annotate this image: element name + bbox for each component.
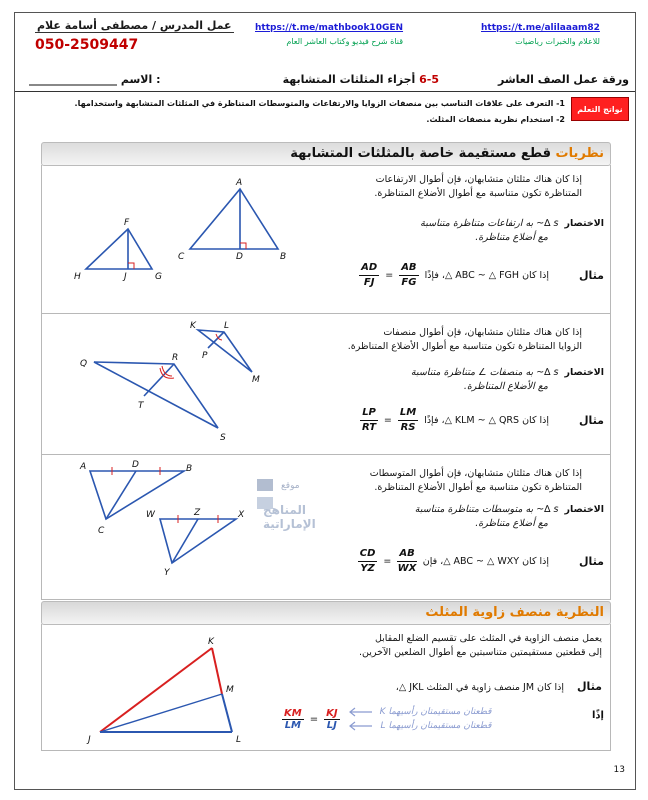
svg-text:S: S bbox=[220, 433, 226, 443]
svg-text:J: J bbox=[88, 735, 91, 745]
abbreviation-block bbox=[264, 366, 604, 394]
abbreviation-text-2: مع أضلاع متناظرة. bbox=[475, 518, 548, 529]
then-label: إذًا bbox=[592, 710, 604, 721]
abbreviation-text-2: مع أضلاع متناظرة. bbox=[475, 232, 548, 243]
theorem-altitudes-panel bbox=[41, 165, 611, 314]
svg-text:L: L bbox=[224, 321, 230, 331]
example-text: إذا كان ABC ~ △ WXY △، فإن bbox=[422, 555, 550, 567]
svg-text:R: R bbox=[172, 353, 179, 363]
svg-text:B: B bbox=[280, 252, 287, 262]
watermark-line-2: المناهج الإماراتية bbox=[263, 503, 316, 531]
example-text: إذا كان KLM ~ △ QRS △، فإذًا bbox=[424, 414, 550, 426]
fraction: $\frac{AD}{FJ}$ bbox=[361, 262, 378, 288]
fraction: $\frac{KJ}{LJ}$ bbox=[326, 707, 338, 731]
svg-text:D: D bbox=[132, 460, 139, 470]
fraction: $\frac{AB}{FG}$ bbox=[401, 262, 417, 288]
telegram-link-right[interactable]: https://t.me/alilaaam82 bbox=[481, 23, 600, 33]
fraction: $\frac{LP}{RT}$ bbox=[362, 407, 377, 433]
similar-triangles-altitudes-figure bbox=[60, 169, 290, 289]
abbreviation-label: الاختصار bbox=[564, 367, 604, 378]
example-label: مثال bbox=[579, 413, 604, 427]
svg-text:W: W bbox=[146, 510, 155, 520]
statement-line: إلى قطعتين مستقيمتين متناسبتين مع أطوال الضلعين الآخرين. bbox=[358, 647, 602, 658]
lesson-title bbox=[283, 73, 439, 86]
svg-text:J: J bbox=[124, 272, 127, 282]
right-link-caption: للاعلام والخبرات رياضيات bbox=[515, 37, 600, 46]
example-label: مثال bbox=[579, 554, 604, 568]
section-word: النظرية bbox=[555, 605, 604, 620]
example-row: مثال إذا كان ABC ~ △ FGH △، فإذًا $\frac{AB}{FG}$ = $\frac{AD}{FJ}$ bbox=[361, 262, 604, 288]
statement-line: يعمل منصف الزاوية في المثلث على تقسيم الضلع المقابل bbox=[374, 633, 602, 644]
statement-line: الزوايا المتناظرة تكون متناسبة مع أطوال الأضلاع المتناظرة. bbox=[347, 341, 582, 352]
svg-text:M: M bbox=[252, 375, 260, 385]
statement-line: المتناظرة تكون متناسبة مع أطوال الأضلاع المتناظرة. bbox=[374, 188, 582, 199]
section-title bbox=[425, 605, 604, 620]
svg-text:K: K bbox=[190, 321, 196, 331]
theorem-statement bbox=[272, 326, 582, 354]
svg-text:Q: Q bbox=[80, 359, 88, 369]
fraction: $\frac{LM}{RS}$ bbox=[399, 407, 417, 433]
name-label: الاسم : bbox=[120, 73, 161, 86]
statement-line: إذا كان هناك مثلثان متشابهان، فإن أطوال الارتفاعات bbox=[375, 174, 582, 185]
svg-text:H: H bbox=[74, 272, 81, 282]
site-watermark bbox=[253, 475, 357, 533]
svg-text:C: C bbox=[98, 526, 105, 536]
example-text: إذا كان JM منصف زاوية في المثلث JKL △، bbox=[395, 682, 564, 693]
example-row: مثال إذا كان KLM ~ △ QRS △، فإذًا $\frac{LM}{RS}$ = $\frac{LP}{RT}$ bbox=[362, 407, 604, 433]
lesson-number: 6-5 bbox=[419, 73, 439, 86]
svg-text:T: T bbox=[138, 401, 144, 411]
statement-line: إذا كان هناك مثلثان متشابهان، فإن أطوال المتوسطات bbox=[369, 468, 582, 479]
teacher-phone: 050-2509447 bbox=[35, 37, 139, 53]
abbreviation-block bbox=[264, 217, 604, 245]
arrow-icons bbox=[346, 704, 374, 734]
svg-text:C: C bbox=[178, 252, 185, 262]
center-link-caption: قناة شرح فيديو وكتاب العاشر العام bbox=[286, 37, 404, 46]
statement-line: المتناظرة تكون متناسبة مع أطوال الأضلاع المتناظرة. bbox=[374, 482, 582, 493]
fraction: $\frac{CD}{YZ}$ bbox=[359, 548, 376, 574]
abbreviation-label: الاختصار bbox=[564, 504, 604, 515]
theorem-bisectors-panel bbox=[41, 314, 611, 455]
theorem-angle-bisector-panel bbox=[41, 624, 611, 751]
example-label: مثال bbox=[579, 268, 604, 282]
title-row bbox=[15, 71, 635, 91]
svg-text:P: P bbox=[202, 351, 208, 361]
worksheet-title: ورقة عمل الصف العاشر bbox=[498, 73, 629, 86]
name-field[interactable] bbox=[29, 73, 160, 86]
name-blank: ________________ bbox=[29, 73, 117, 86]
section-heading: منصف زاوية المثلث bbox=[425, 605, 552, 620]
fraction: $\frac{AB}{WX}$ bbox=[397, 548, 417, 574]
svg-text:A: A bbox=[236, 178, 243, 188]
goal-item-1: 1- التعرف على علاقات التناسب بين منصفات الزوايا والارتفاعات والمتوسطات المتناظرة في المثلثات المتشابهة واستخدامها. bbox=[74, 99, 565, 108]
statement-line: إذا كان هناك مثلثان متشابهان، فإن أطوال منصفات bbox=[383, 327, 582, 338]
section-heading: قطع مستقيمة خاصة بالمثلثات المتشابهة bbox=[290, 146, 551, 161]
example-label: مثال bbox=[577, 680, 602, 693]
theorem-statement bbox=[282, 173, 582, 201]
svg-text:Z: Z bbox=[194, 508, 201, 518]
lesson-title-text: أجزاء المثلثات المتشابهة bbox=[282, 73, 416, 86]
example-text: إذا كان ABC ~ △ FGH △، فإذًا bbox=[424, 269, 550, 281]
fraction: $\frac{KM}{LM}$ bbox=[284, 707, 302, 731]
abbreviation-text-2: مع الأضلاع المتناظرة. bbox=[463, 381, 548, 392]
abbreviation-text: s ∆~ به منصفات ∠ متناظرة متناسبة bbox=[410, 367, 559, 378]
teacher-label: عمل المدرس / مصطفى أسامة علام bbox=[37, 19, 232, 32]
center-link-block bbox=[255, 23, 403, 46]
svg-text:K: K bbox=[208, 637, 214, 647]
section-banner-angle-bisector bbox=[41, 601, 611, 625]
page-number: 13 bbox=[613, 765, 625, 775]
similar-triangles-bisectors-figure bbox=[56, 316, 286, 446]
svg-text:B: B bbox=[186, 464, 193, 474]
section-word: نظريات bbox=[555, 146, 604, 161]
svg-text:G: G bbox=[155, 272, 162, 282]
example-row: مثال إذا كان ABC ~ △ WXY △، فإن $\frac{AB}{WX}$ = $\frac{CD}{YZ}$ bbox=[359, 548, 604, 574]
segment-note-l: قطعتان مستقيمتان رأسيهما L bbox=[380, 721, 492, 731]
right-link-block bbox=[481, 23, 600, 46]
abbreviation-label: الاختصار bbox=[564, 218, 604, 229]
watermark-line-1: موقع bbox=[281, 481, 300, 491]
example-row bbox=[272, 680, 602, 695]
svg-text:L: L bbox=[236, 735, 242, 745]
telegram-link-center[interactable]: https://t.me/mathbook10GEN bbox=[255, 23, 404, 33]
abbreviation-text: s ∆~ به متوسطات متناظرة متناسبة bbox=[414, 504, 559, 515]
worksheet-page bbox=[14, 12, 636, 790]
svg-text:A: A bbox=[80, 462, 87, 472]
learning-outcomes-badge: نواتج التعلم bbox=[571, 97, 629, 121]
title-divider bbox=[15, 91, 635, 92]
goal-item-2: 2- استخدام نظرية منصفات المثلث. bbox=[426, 115, 565, 124]
similar-triangles-medians-figure bbox=[56, 457, 256, 587]
bisector-proportion: $\frac{KM}{LM}$ = $\frac{KJ}{LJ}$ قطعتان مستقيمتان رأسيهما K قطعتان مستقيمتان رأسيهما L bbox=[282, 704, 572, 734]
svg-text:Y: Y bbox=[164, 568, 170, 578]
abbreviation-text: s ∆~ به ارتفاعات متناظرة متناسبة bbox=[420, 218, 559, 229]
theorem-statement bbox=[272, 632, 602, 660]
svg-text:X: X bbox=[238, 510, 245, 520]
segment-notes bbox=[380, 705, 492, 733]
svg-text:D: D bbox=[236, 252, 243, 262]
svg-text:F: F bbox=[124, 218, 130, 228]
segment-note-k: قطعتان مستقيمتان رأسيهما K bbox=[379, 707, 492, 717]
section-title bbox=[290, 146, 604, 161]
section-banner-theorems bbox=[41, 142, 611, 166]
angle-bisector-triangle-figure bbox=[72, 634, 262, 748]
svg-text:M: M bbox=[226, 685, 234, 695]
